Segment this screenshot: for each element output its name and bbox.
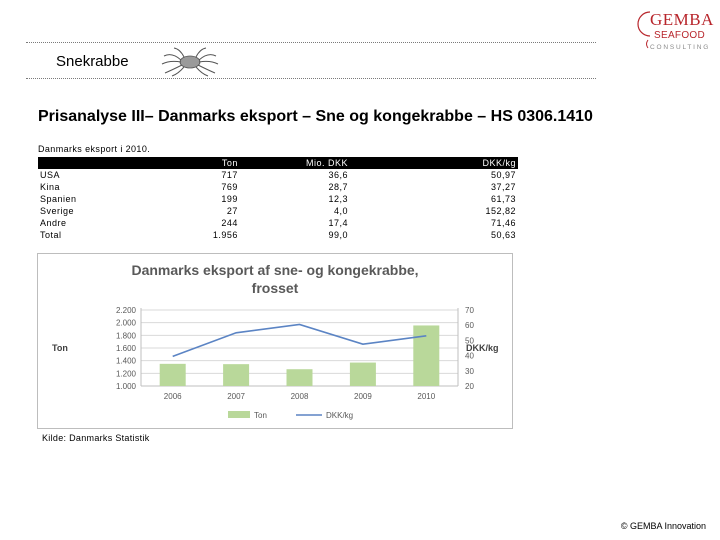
table-header-cell: Mio. DKK [240, 157, 350, 169]
table-cell: 99,0 [328, 230, 348, 240]
table-cell: 717 [221, 170, 238, 180]
chart-title-line2: frosset [251, 280, 299, 296]
x-tick-label: 2006 [163, 392, 182, 401]
line-dkk-per-kg [173, 324, 427, 356]
table-header-cell: DKK/kg [350, 157, 518, 169]
y2-tick-label: 40 [465, 351, 474, 361]
source-note: Kilde: Danmarks Statistik [42, 433, 150, 443]
y-tick-label: 1.400 [115, 356, 136, 366]
y2-tick-label: 20 [465, 382, 474, 391]
y-tick-label: 2.000 [115, 318, 136, 328]
table-cell: 61,73 [490, 194, 516, 204]
table-cell: Sverige [40, 206, 75, 216]
table-row [38, 181, 518, 193]
legend-swatch-ton [228, 411, 250, 418]
table-cell: 28,7 [328, 182, 348, 192]
table-cell: Andre [40, 218, 67, 228]
table-cell: 71,46 [490, 218, 516, 228]
table-row [38, 229, 518, 241]
y-tick-label: 1.800 [115, 331, 136, 341]
bar-ton-2007 [223, 364, 249, 386]
table-cell: 1.956 [212, 230, 238, 240]
y-tick-label: 2.200 [115, 306, 136, 315]
table-cell: Total [40, 230, 62, 240]
export-chart [38, 254, 512, 428]
bar-ton-2008 [287, 369, 313, 386]
y-axis-label: Ton [52, 343, 68, 353]
bottom-divider [26, 78, 596, 79]
table-cell: 244 [221, 218, 238, 228]
legend-label-dkk: DKK/kg [326, 411, 354, 420]
table-cell: 27 [226, 206, 238, 216]
table-cell: 37,27 [490, 182, 516, 192]
logo-text-gemba: GEMBA [650, 10, 714, 29]
table-cell: Kina [40, 182, 61, 192]
bar-ton-2009 [350, 363, 376, 386]
logo-text-seafood: SEAFOOD [654, 30, 705, 41]
x-tick-label: 2009 [354, 392, 372, 401]
table-cell: USA [40, 170, 61, 180]
crab-icon [160, 46, 220, 78]
x-tick-label: 2008 [290, 392, 309, 401]
table-cell: 152,82 [485, 206, 516, 216]
table-cell: 12,3 [328, 194, 348, 204]
copyright: © GEMBA Innovation [620, 521, 706, 531]
table-cell: 199 [221, 194, 238, 204]
y2-axis-label: DKK/kg [466, 343, 499, 353]
table-cell: 769 [221, 182, 238, 192]
slide-title: Snekrabbe [56, 53, 129, 70]
table-header-cell [38, 157, 166, 169]
y-tick-label: 1.200 [115, 369, 136, 379]
table-row [38, 169, 518, 181]
y2-tick-label: 70 [465, 306, 474, 315]
logo-text-consulting: CONSULTING [650, 44, 711, 51]
table-cell: 36,6 [328, 170, 348, 180]
x-tick-label: 2010 [417, 392, 436, 401]
legend-label-ton: Ton [254, 411, 267, 420]
table-header-cell: Ton [166, 157, 240, 169]
y2-tick-label: 50 [465, 336, 474, 346]
y2-tick-label: 60 [465, 321, 474, 331]
table-row [38, 205, 518, 217]
table-row [38, 193, 518, 205]
chart-title-line1: Danmarks eksport af sne- og kongekrabbe, [131, 262, 419, 278]
export-table [38, 157, 518, 241]
chart-frame [37, 253, 513, 429]
bar-ton-2010 [413, 325, 439, 386]
table-header-row [38, 157, 518, 169]
table-cell: 17,4 [328, 218, 348, 228]
table-cell: 4,0 [333, 206, 348, 216]
y2-tick-label: 30 [465, 366, 474, 376]
table-caption: Danmarks eksport i 2010. [38, 144, 151, 154]
headline: Prisanalyse III– Danmarks eksport – Sne og kongekrabbe – HS 0306.1410 [38, 108, 593, 125]
y-tick-label: 1.000 [115, 382, 136, 391]
gemba-logo [634, 2, 718, 58]
table-cell: 50,63 [490, 230, 516, 240]
top-divider [26, 42, 596, 43]
x-tick-label: 2007 [227, 392, 245, 401]
table-cell: Spanien [40, 194, 77, 204]
y-tick-label: 1.600 [115, 344, 136, 353]
bar-ton-2006 [160, 364, 186, 386]
table-row [38, 217, 518, 229]
table-cell: 50,97 [490, 170, 516, 180]
